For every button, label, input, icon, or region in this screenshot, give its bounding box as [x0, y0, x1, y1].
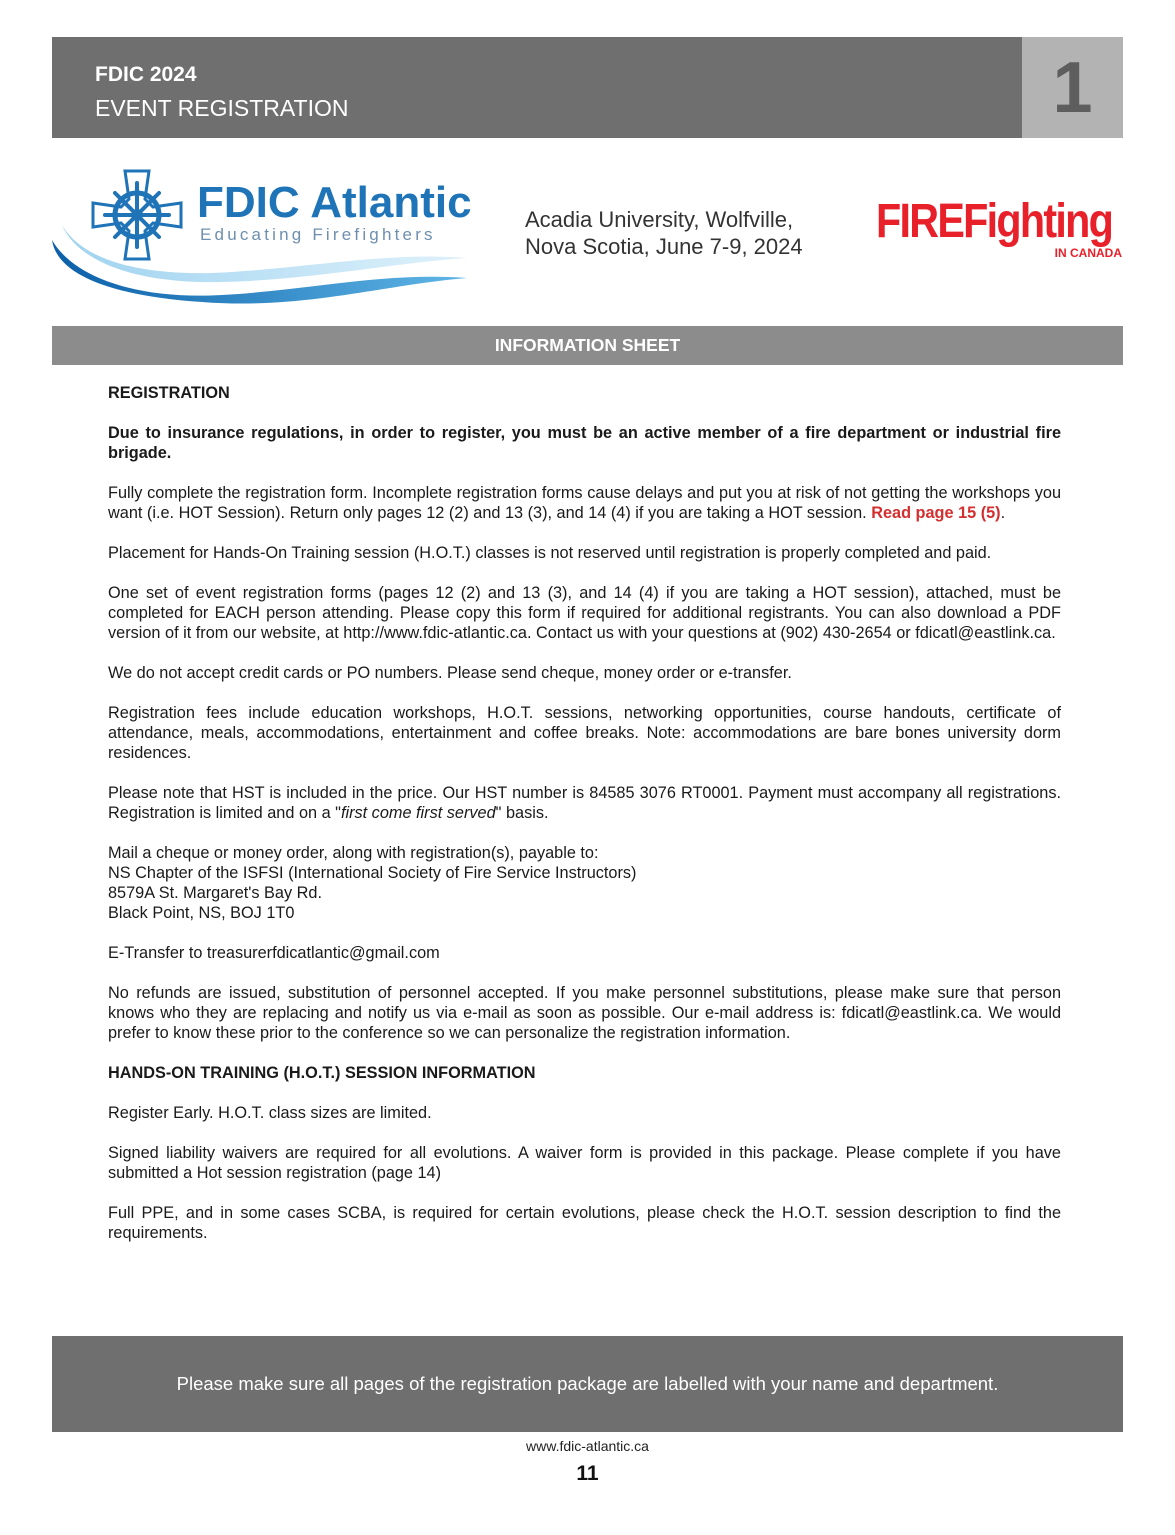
placement-paragraph: Placement for Hands-On Training session (H.O.T.) classes is not reserved until registration is properly completed and paid.	[108, 544, 992, 562]
header-subtitle: EVENT REGISTRATION	[95, 95, 349, 121]
hst-text: Please note that HST is included in the price. Our HST number is 84585 3076 RT0001. Payment must accompany all registrations. Registration is limited and on a "	[108, 784, 1061, 822]
ppe-paragraph: Full PPE, and in some cases SCBA, is required for certain evolutions, please check the H.O.T. session description to find the requirements.	[108, 1204, 1061, 1242]
mail-line-2: NS Chapter of the ISFSI (International Society of Fire Service Instructors)	[108, 864, 637, 882]
fees-paragraph: Registration fees include education workshops, H.O.T. sessions, networking opportunities, course handouts, certificate of attendance, meals, accommodations, entertainment and coffee breaks. Note: accommodations are bare bones university dorm residences.	[108, 704, 1061, 762]
website-url[interactable]: www.fdic-atlantic.ca	[526, 1438, 649, 1454]
header-title: FDIC 2024	[95, 63, 197, 86]
hst-end: " basis.	[495, 804, 549, 822]
information-content	[108, 383, 1061, 1263]
section-number-box	[1022, 37, 1123, 138]
header-bar	[52, 37, 1022, 138]
location-line-2: Nova Scotia, June 7-9, 2024	[525, 234, 803, 259]
footer-notice: Please make sure all pages of the registration package are labelled with your name and department.	[176, 1373, 999, 1394]
ff-logo-sub: IN CANADA	[1054, 246, 1122, 260]
refunds-paragraph: No refunds are issued, substitution of personnel accepted. If you make personnel substitutions, please make sure that person knows who they are replacing and notify us via e-mail as soon as possible. Our e-mail address is: fdicatl@eastlink.ca. We would prefer to know these prior to the conference so we can personalize the registration information.	[108, 984, 1061, 1042]
information-sheet-bar	[52, 326, 1123, 365]
fdic-atlantic-logo	[52, 160, 472, 305]
hst-paragraph	[108, 783, 1061, 823]
information-sheet-title: INFORMATION SHEET	[494, 335, 681, 355]
mail-address-block	[108, 843, 1061, 923]
etransfer-paragraph: E-Transfer to treasurerfdicatlantic@gmail.com	[108, 944, 440, 962]
page-number: 11	[576, 1462, 599, 1485]
location-line-1: Acadia University, Wolfville,	[525, 207, 794, 232]
section-number: 1	[1052, 47, 1093, 128]
complete-form-text: Fully complete the registration form. Incomplete registration forms cause delays and put you at risk of not getting the workshops you want (i.e. HOT Session). Return only pages 12 (2) and 13 (3), and 14 (4) if you are taking a HOT session.	[108, 484, 1061, 522]
registration-heading: REGISTRATION	[108, 384, 230, 402]
fdic-logo-tagline: Educating Firefighters	[200, 225, 436, 244]
register-early-paragraph: Register Early. H.O.T. class sizes are limited.	[108, 1104, 432, 1122]
firefighting-in-canada-logo	[876, 195, 1126, 268]
mail-line-1: Mail a cheque or money order, along with registration(s), payable to:	[108, 844, 599, 862]
forms-paragraph: One set of event registration forms (pages 12 (2) and 13 (3), and 14 (4) if you are taking a HOT session), attached, must be completed for EACH person attending. Please copy this form if required for additional registrants. You can also download a PDF version of it from our website, at http://www.fdic-atlantic.ca. Contact us with your questions at (902) 430-2654 or fdicatl@eastlink.ca.	[108, 584, 1061, 642]
footer-notice-bar	[52, 1336, 1123, 1432]
read-page-link[interactable]: Read page 15 (5)	[871, 504, 1001, 522]
event-location	[525, 206, 803, 260]
complete-form-end: .	[1000, 504, 1006, 522]
waivers-paragraph: Signed liability waivers are required for all evolutions. A waiver form is provided in this package. Please complete if you have submitted a Hot session registration (page 14)	[108, 1144, 1061, 1182]
payment-paragraph: We do not accept credit cards or PO numbers. Please send cheque, money order or e-transfer.	[108, 664, 792, 682]
complete-form-paragraph	[108, 483, 1061, 523]
hot-heading: HANDS-ON TRAINING (H.O.T.) SESSION INFORMATION	[108, 1064, 536, 1082]
mail-line-3: 8579A St. Margaret's Bay Rd.	[108, 884, 322, 902]
insurance-paragraph: Due to insurance regulations, in order to register, you must be an active member of a fire department or industrial fire brigade.	[108, 424, 1061, 462]
hst-italic: first come first served	[340, 804, 496, 822]
ff-logo-main: FIREFighting	[876, 195, 1113, 248]
fdic-logo-text: FDIC Atlantic	[197, 178, 472, 227]
mail-line-4: Black Point, NS, BOJ 1T0	[108, 904, 295, 922]
